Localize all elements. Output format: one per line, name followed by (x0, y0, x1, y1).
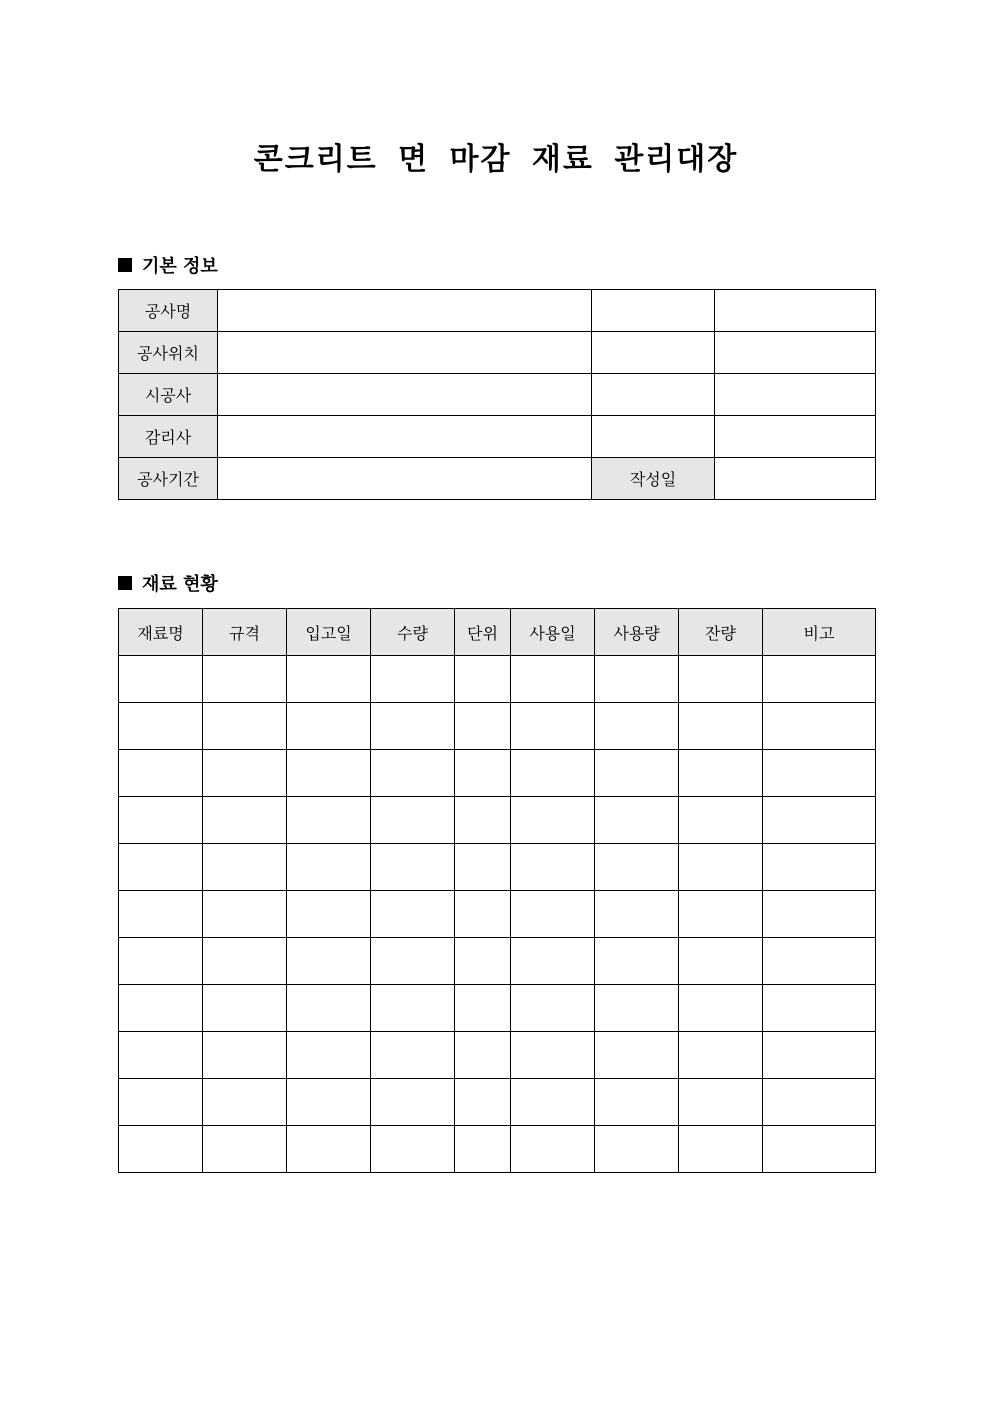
value-cell[interactable] (592, 290, 715, 332)
column-header: 단위 (455, 609, 511, 656)
material-cell[interactable] (119, 1032, 203, 1079)
value-cell[interactable] (715, 416, 876, 458)
material-cell[interactable] (511, 797, 595, 844)
table-row (119, 891, 876, 938)
column-header: 사용일 (511, 609, 595, 656)
material-cell[interactable] (763, 703, 876, 750)
material-cell[interactable] (287, 1126, 371, 1173)
table-row (119, 416, 876, 458)
table-row (119, 750, 876, 797)
table-row (119, 844, 876, 891)
value-cell[interactable] (715, 332, 876, 374)
material-cell[interactable] (511, 1079, 595, 1126)
material-cell[interactable] (763, 1126, 876, 1173)
material-cell[interactable] (203, 703, 287, 750)
material-cell[interactable] (287, 797, 371, 844)
material-cell[interactable] (455, 1126, 511, 1173)
column-header: 규격 (203, 609, 287, 656)
material-cell[interactable] (511, 985, 595, 1032)
material-cell[interactable] (371, 938, 455, 985)
value-cell[interactable] (592, 416, 715, 458)
page-title: 콘크리트 면 마감 재료 관리대장 (253, 142, 739, 177)
material-cell[interactable] (679, 844, 763, 891)
material-cell[interactable] (455, 750, 511, 797)
material-cell[interactable] (119, 891, 203, 938)
material-cell[interactable] (371, 1079, 455, 1126)
material-cell[interactable] (763, 656, 876, 703)
material-cell[interactable] (511, 750, 595, 797)
material-cell[interactable] (455, 703, 511, 750)
material-cell[interactable] (119, 1079, 203, 1126)
material-cell[interactable] (763, 938, 876, 985)
value-cell[interactable] (218, 458, 592, 500)
material-cell[interactable] (203, 1126, 287, 1173)
material-cell[interactable] (287, 750, 371, 797)
material-cell[interactable] (119, 797, 203, 844)
material-cell[interactable] (679, 985, 763, 1032)
material-cell[interactable] (679, 938, 763, 985)
material-cell[interactable] (763, 1079, 876, 1126)
material-cell[interactable] (203, 797, 287, 844)
value-cell[interactable] (715, 374, 876, 416)
table-row (119, 985, 876, 1032)
material-cell[interactable] (763, 797, 876, 844)
table-row (119, 1126, 876, 1173)
value-cell[interactable] (218, 290, 592, 332)
material-cell[interactable] (287, 656, 371, 703)
material-cell[interactable] (595, 985, 679, 1032)
material-cell[interactable] (763, 891, 876, 938)
material-cell[interactable] (371, 1126, 455, 1173)
material-cell[interactable] (455, 844, 511, 891)
material-cell[interactable] (287, 1032, 371, 1079)
material-cell[interactable] (455, 1032, 511, 1079)
material-cell[interactable] (763, 1032, 876, 1079)
material-cell[interactable] (371, 750, 455, 797)
material-cell[interactable] (287, 703, 371, 750)
table-row (119, 290, 876, 332)
table-row (119, 938, 876, 985)
column-header: 사용량 (595, 609, 679, 656)
row-label: 공사명 (119, 290, 218, 332)
material-cell[interactable] (203, 1032, 287, 1079)
material-cell[interactable] (595, 1079, 679, 1126)
materials-table (118, 608, 876, 1173)
material-cell[interactable] (763, 985, 876, 1032)
material-cell[interactable] (763, 844, 876, 891)
table-row (119, 656, 876, 703)
table-row (119, 797, 876, 844)
material-cell[interactable] (203, 844, 287, 891)
material-cell[interactable] (511, 656, 595, 703)
material-cell[interactable] (455, 891, 511, 938)
material-cell[interactable] (679, 656, 763, 703)
material-cell[interactable] (595, 1126, 679, 1173)
material-cell[interactable] (511, 1126, 595, 1173)
column-header: 재료명 (119, 609, 203, 656)
material-cell[interactable] (287, 1079, 371, 1126)
material-cell[interactable] (119, 938, 203, 985)
material-cell[interactable] (455, 797, 511, 844)
material-cell[interactable] (679, 750, 763, 797)
material-cell[interactable] (119, 985, 203, 1032)
material-cell[interactable] (119, 1126, 203, 1173)
material-cell[interactable] (287, 938, 371, 985)
material-cell[interactable] (203, 938, 287, 985)
material-cell[interactable] (203, 985, 287, 1032)
material-cell[interactable] (371, 797, 455, 844)
material-cell[interactable] (679, 1126, 763, 1173)
value-cell[interactable] (592, 332, 715, 374)
table-row (119, 703, 876, 750)
material-cell[interactable] (371, 656, 455, 703)
black-square-icon (118, 576, 132, 590)
table-row (119, 1032, 876, 1079)
value-cell[interactable] (715, 290, 876, 332)
material-cell[interactable] (371, 985, 455, 1032)
material-cell[interactable] (287, 891, 371, 938)
material-cell[interactable] (595, 797, 679, 844)
material-cell[interactable] (119, 656, 203, 703)
material-cell[interactable] (595, 891, 679, 938)
table-row (119, 332, 876, 374)
column-header: 잔량 (679, 609, 763, 656)
material-cell[interactable] (455, 938, 511, 985)
value-cell[interactable] (218, 416, 592, 458)
material-cell[interactable] (203, 656, 287, 703)
material-cell[interactable] (455, 656, 511, 703)
material-cell[interactable] (511, 891, 595, 938)
material-cell[interactable] (203, 1079, 287, 1126)
material-cell[interactable] (511, 938, 595, 985)
material-cell[interactable] (455, 985, 511, 1032)
material-cell[interactable] (679, 1079, 763, 1126)
material-cell[interactable] (595, 656, 679, 703)
material-cell[interactable] (679, 797, 763, 844)
material-cell[interactable] (595, 938, 679, 985)
material-cell[interactable] (679, 1032, 763, 1079)
material-cell[interactable] (679, 703, 763, 750)
black-square-icon (118, 258, 132, 272)
material-cell[interactable] (119, 750, 203, 797)
column-header: 입고일 (287, 609, 371, 656)
column-header: 비고 (763, 609, 876, 656)
row-label: 감리사 (119, 416, 218, 458)
section-heading-basic (118, 253, 218, 277)
section-heading-label: 기본 정보 (142, 256, 218, 277)
material-cell[interactable] (511, 1032, 595, 1079)
row-label-date: 작성일 (592, 458, 715, 500)
column-header: 수량 (371, 609, 455, 656)
table-row (119, 458, 876, 500)
material-cell[interactable] (287, 985, 371, 1032)
material-cell[interactable] (119, 703, 203, 750)
value-cell[interactable] (218, 332, 592, 374)
material-cell[interactable] (203, 750, 287, 797)
row-label: 공사위치 (119, 332, 218, 374)
material-cell[interactable] (371, 1032, 455, 1079)
row-label: 공사기간 (119, 458, 218, 500)
material-cell[interactable] (595, 1032, 679, 1079)
material-cell[interactable] (371, 891, 455, 938)
table-row (119, 1079, 876, 1126)
material-cell[interactable] (679, 891, 763, 938)
value-cell[interactable] (715, 458, 876, 500)
material-cell[interactable] (203, 891, 287, 938)
materials-table-body (119, 656, 876, 1173)
header-row (119, 609, 876, 656)
value-cell[interactable] (592, 374, 715, 416)
basic-info-table (118, 289, 876, 500)
row-label: 시공사 (119, 374, 218, 416)
material-cell[interactable] (511, 844, 595, 891)
material-cell[interactable] (763, 750, 876, 797)
material-cell[interactable] (595, 844, 679, 891)
section-heading-materials (118, 571, 218, 595)
material-cell[interactable] (287, 844, 371, 891)
section-heading-label: 재료 현황 (142, 574, 218, 595)
material-cell[interactable] (371, 703, 455, 750)
material-cell[interactable] (455, 1079, 511, 1126)
value-cell[interactable] (218, 374, 592, 416)
table-row (119, 374, 876, 416)
material-cell[interactable] (595, 703, 679, 750)
material-cell[interactable] (119, 844, 203, 891)
material-cell[interactable] (511, 703, 595, 750)
material-cell[interactable] (595, 750, 679, 797)
material-cell[interactable] (371, 844, 455, 891)
